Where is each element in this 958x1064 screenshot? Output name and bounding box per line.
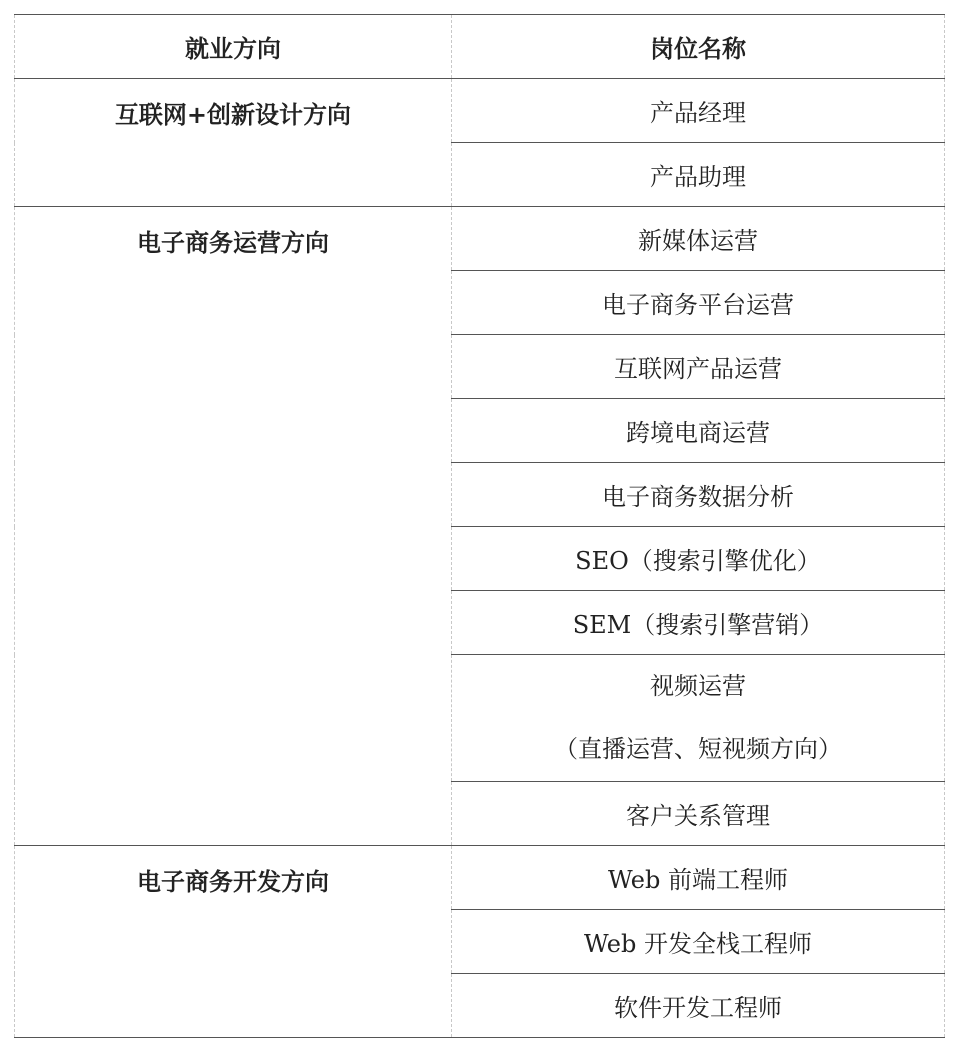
position-cell: 电子商务数据分析 — [452, 463, 945, 527]
position-cell: 产品助理 — [452, 143, 945, 207]
position-cell: 客户关系管理 — [452, 782, 945, 846]
table-row — [15, 846, 945, 910]
position-cell: 软件开发工程师 — [452, 974, 945, 1038]
direction-cell: 互联网+创新设计方向 — [15, 79, 452, 207]
position-cell: 新媒体运营 — [452, 207, 945, 271]
position-cell — [452, 655, 945, 782]
position-cell: SEM（搜索引擎营销） — [452, 591, 945, 655]
position-cell: 电子商务平台运营 — [452, 271, 945, 335]
header-direction: 就业方向 — [15, 15, 452, 79]
position-cell: Web 开发全栈工程师 — [452, 910, 945, 974]
position-cell: 跨境电商运营 — [452, 399, 945, 463]
position-cell: Web 前端工程师 — [452, 846, 945, 910]
position-cell: 产品经理 — [452, 79, 945, 143]
table-row — [15, 79, 945, 143]
header-position: 岗位名称 — [452, 15, 945, 79]
header-row — [15, 15, 945, 79]
position-line: （直播运营、短视频方向） — [554, 735, 842, 763]
career-table — [14, 14, 945, 1038]
direction-cell: 电子商务运营方向 — [15, 207, 452, 846]
direction-cell: 电子商务开发方向 — [15, 846, 452, 1038]
position-cell: 互联网产品运营 — [452, 335, 945, 399]
position-line: 视频运营 — [650, 672, 746, 700]
position-cell: SEO（搜索引擎优化） — [452, 527, 945, 591]
table-row — [15, 207, 945, 271]
